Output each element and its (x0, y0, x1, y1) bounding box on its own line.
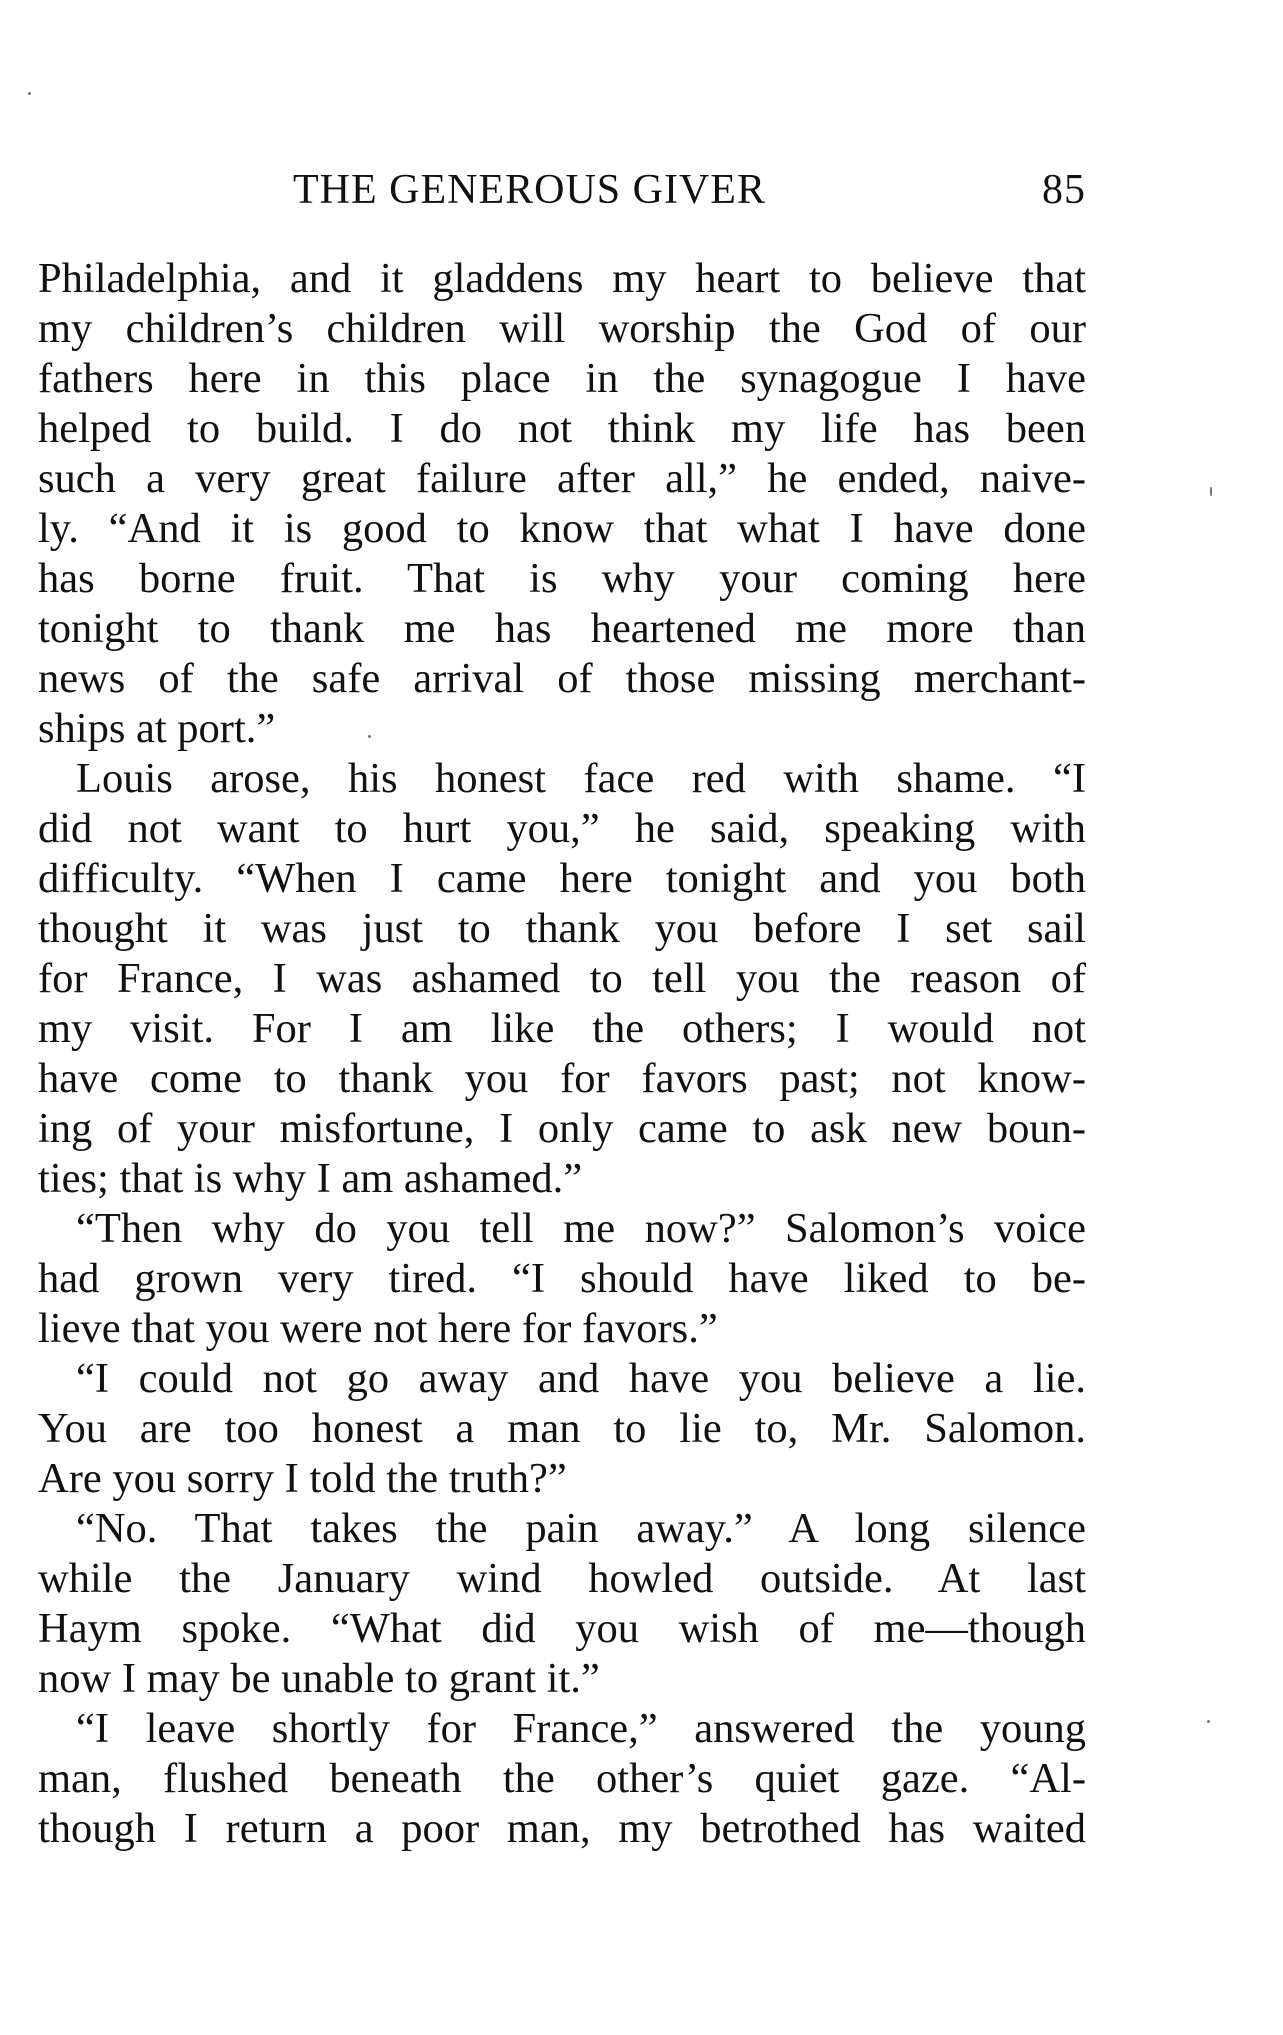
body-text (38, 254, 1086, 1854)
text-line: such a very great failure after all,” he ended, naive- (38, 455, 1086, 502)
text-line: my visit. For I am like the others; I would not (38, 1005, 1086, 1052)
running-title: THE GENEROUS GIVER (293, 167, 766, 213)
text-line: “I could not go away and have you believe a lie. (76, 1355, 1086, 1402)
text-line: have come to thank you for favors past; not know- (38, 1055, 1086, 1102)
text-line: Philadelphia, and it gladdens my heart to believe that (38, 255, 1086, 302)
text-line: ties; that is why I am ashamed.” (38, 1155, 583, 1202)
text-line: “I leave shortly for France,” answered the young (76, 1705, 1086, 1752)
text-line: ly. “And it is good to know that what I have done (38, 505, 1086, 552)
text-line: difficulty. “When I came here tonight and you both (38, 855, 1086, 902)
text-line: tonight to thank me has heartened me more than (38, 605, 1086, 652)
text-line: did not want to hurt you,” he said, speaking with (38, 805, 1086, 852)
text-line: my children’s children will worship the God of our (38, 305, 1086, 352)
text-line: “No. That takes the pain away.” A long silence (76, 1505, 1086, 1552)
text-line: man, flushed beneath the other’s quiet gaze. “Al- (38, 1755, 1086, 1802)
text-line: has borne fruit. That is why your coming here (38, 555, 1086, 602)
text-line: though I return a poor man, my betrothed has waited (38, 1805, 1086, 1852)
text-line: “Then why do you tell me now?” Salomon’s voice (76, 1205, 1086, 1252)
text-line: Are you sorry I told the truth?” (38, 1455, 567, 1502)
text-line: ing of your misfortune, I only came to ask new boun- (38, 1105, 1086, 1152)
text-line: for France, I was ashamed to tell you the reason of (38, 955, 1086, 1002)
text-line: You are too honest a man to lie to, Mr. Salomon. (38, 1405, 1086, 1452)
text-line: Haym spoke. “What did you wish of me—though (38, 1605, 1086, 1652)
text-line: had grown very tired. “I should have liked to be- (38, 1255, 1086, 1302)
page-number: 85 (1042, 167, 1086, 213)
running-head (38, 160, 1086, 220)
text-line: thought it was just to thank you before I set sail (38, 905, 1086, 952)
text-line: lieve that you were not here for favors.” (38, 1305, 718, 1352)
text-line: while the January wind howled outside. At last (38, 1555, 1086, 1602)
text-line: helped to build. I do not think my life has been (38, 405, 1086, 452)
text-line: now I may be unable to grant it.” (38, 1655, 600, 1702)
text-line: fathers here in this place in the synagogue I have (38, 355, 1086, 402)
text-line: ships at port.” (38, 705, 276, 752)
text-line: Louis arose, his honest face red with shame. “I (76, 755, 1086, 802)
text-line: news of the safe arrival of those missing merchant- (38, 655, 1086, 702)
